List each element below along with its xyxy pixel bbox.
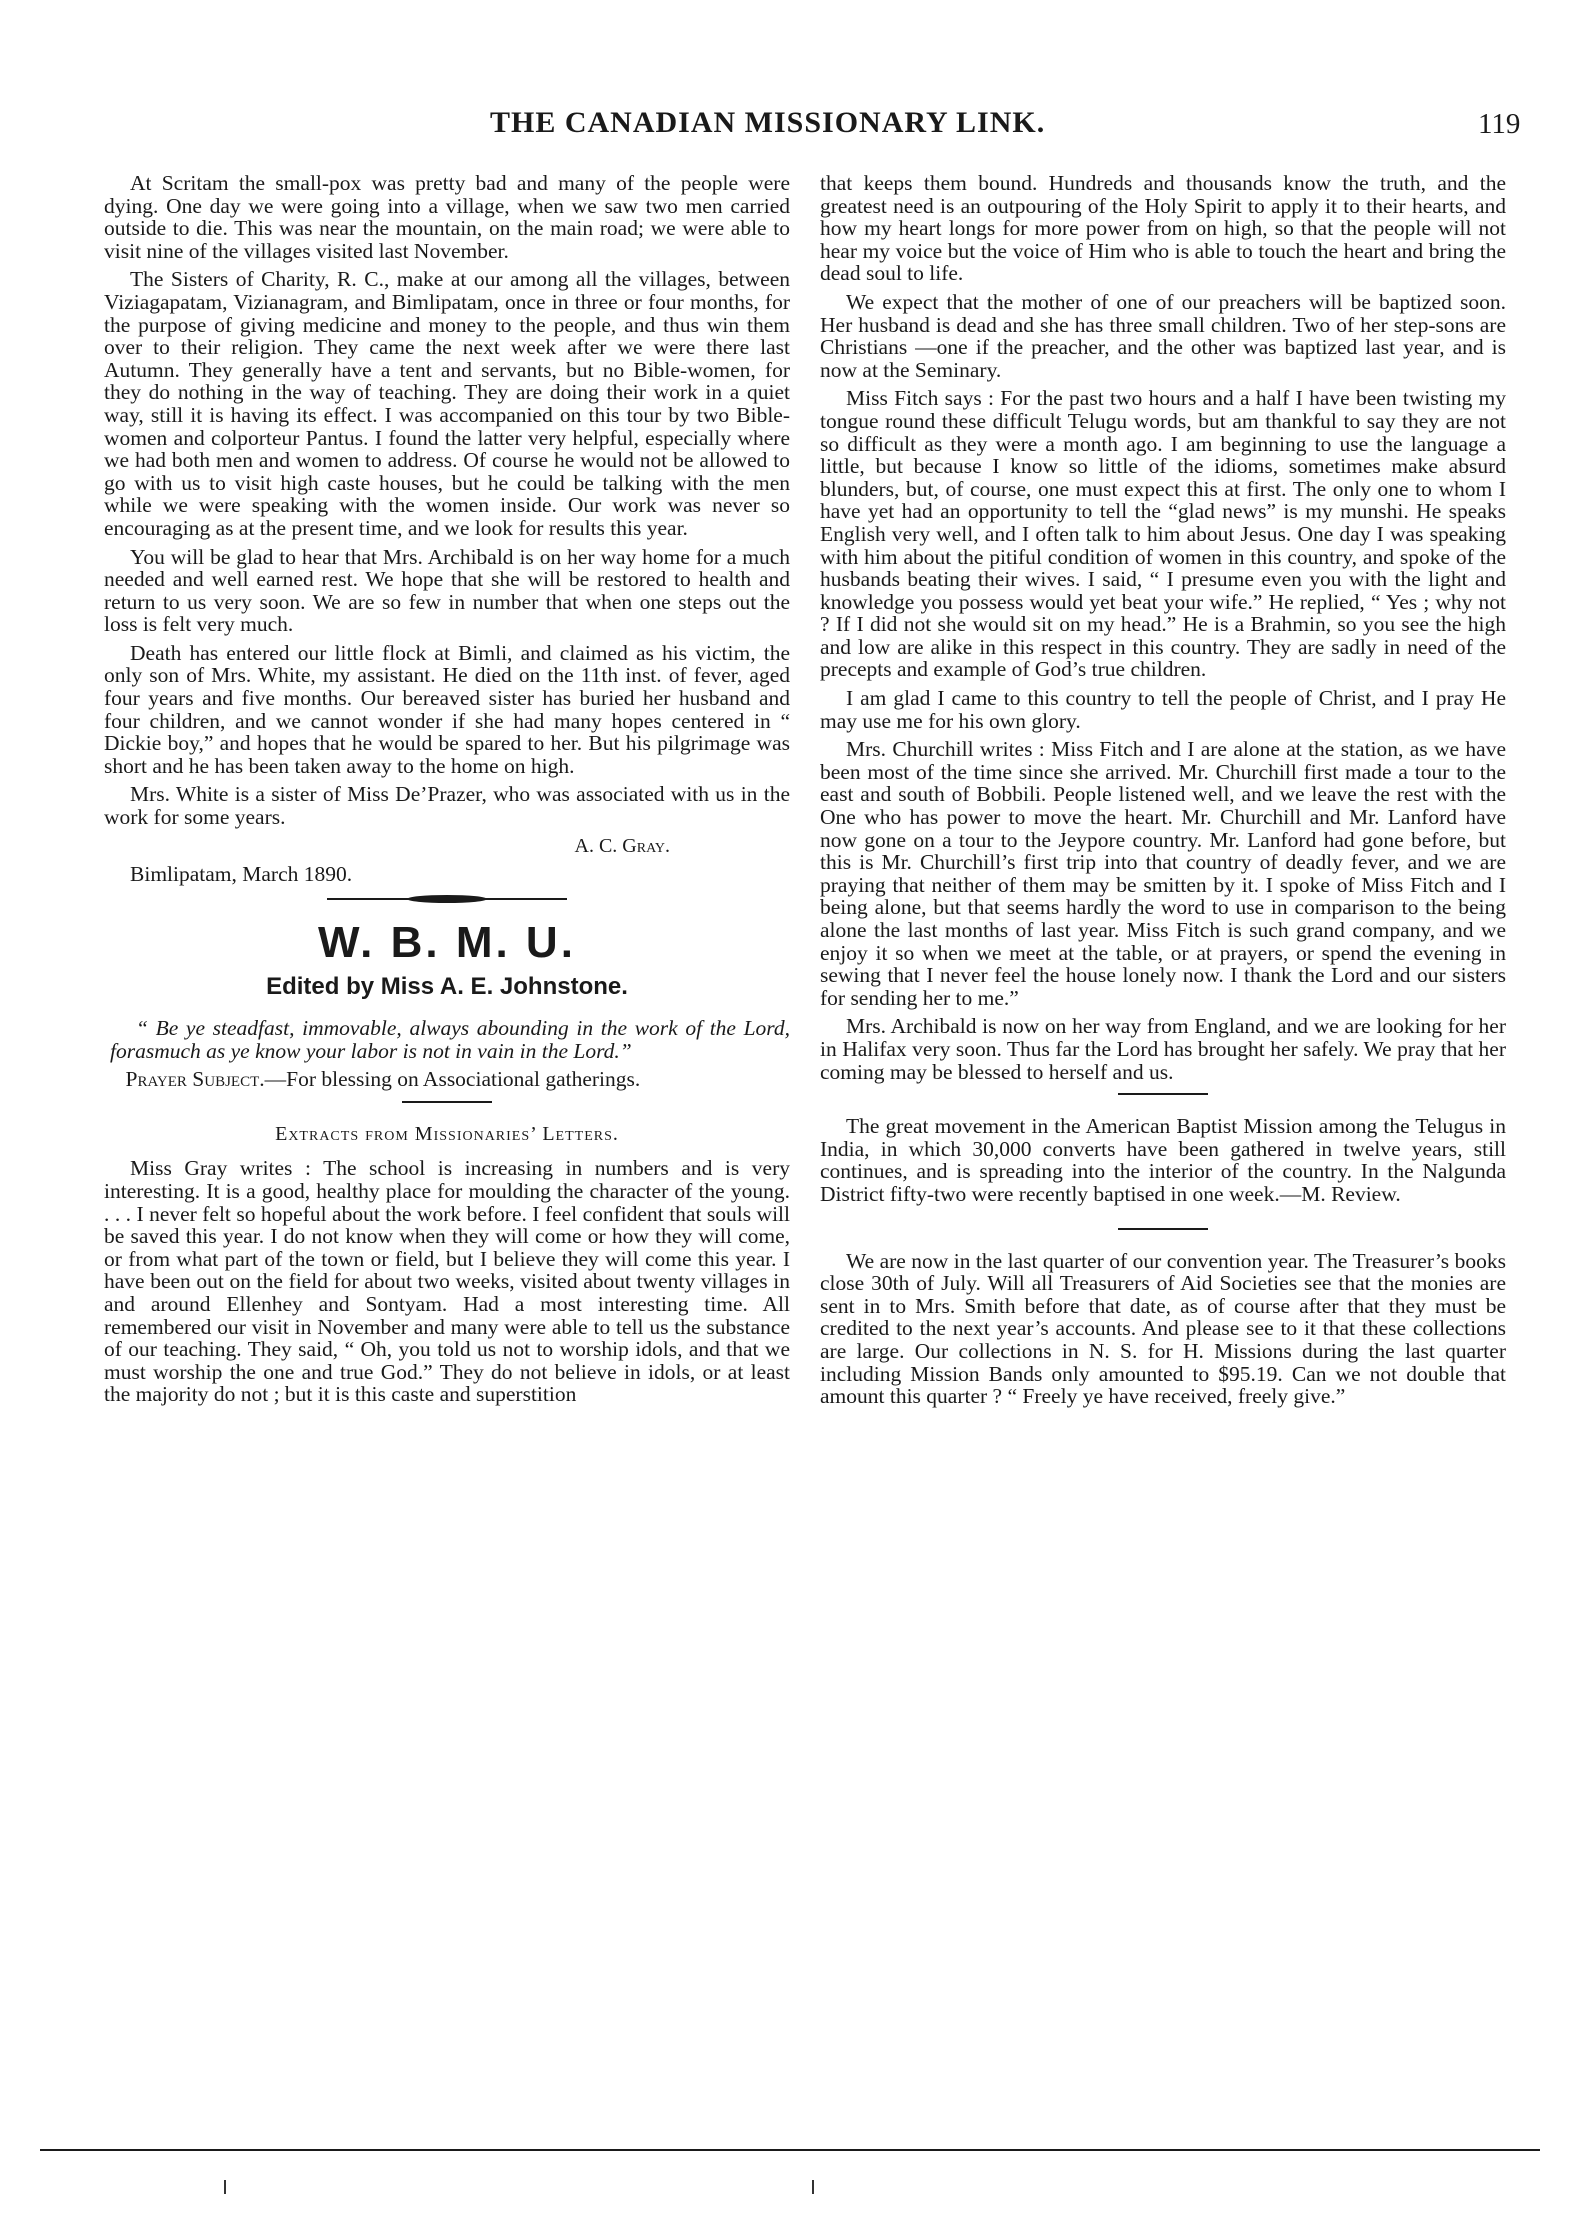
paragraph: We expect that the mother of one of our preachers will be baptized soon. Her husband is dead and she has three small children. Two of her step-sons are Christians —one if the preacher, and the other was baptized last year, and is now at the Seminary. [820,289,1506,382]
paragraph: You will be glad to hear that Mrs. Archibald is on her way home for a much needed and well earned rest. We hope that she will be restored to health and return to us very soon. We are so few in number that when one steps out the loss is felt very much. [104,544,790,637]
left-column [104,172,790,1412]
paragraph: Miss Fitch says : For the past two hours and a half I have been twisting my tongue round these difficult Telugu words, but am thankful to say they are not so difficult as they were a month ago. I am beginning to use the language a little, but because I know so little of the idioms, sometimes make absurd blunders, but, of course, one must expect this at first. The only one to whom I have yet had an opportunity to tell the “glad news” is my munshi. He speaks English very well, and I often talk to him about Jesus. One day I was speaking with him about the pitiful condition of women in this country, and spoke of the husbands beating their wives. I said, “ I presume even you with the light and knowledge you possess would yet beat your wife.” He replied, “ Yes ; why not ? If I did not she would sit on my head.” He is a Brahmin, so you see the high and low are alike in this respect in this country. They are sadly in need of the precepts and example of God’s true children. [820,386,1506,682]
ornamental-divider [327,894,567,904]
prayer-text: —For blessing on Associational gatherings. [264,1067,641,1092]
margin-mark [224,2180,226,2194]
extracts-heading: Extracts from Missionaries’ Letters. [275,1122,619,1145]
place-date: Bimlipatam, March 1890. [130,862,353,887]
editor-line: Edited by Miss A. E. Johnstone. [266,973,628,1001]
motto: “ Be ye steadfast, immovable, always abounding in the work of the Lord, forasmuch as ye know your labor is not in vain in the Lord.” [110,1016,790,1063]
divider [1118,1093,1208,1095]
page-header [0,106,1580,146]
paragraph: Mrs. Churchill writes : Miss Fitch and I are alone at the station, as we have been most of the time since she arrived. Mr. Churchill first made a tour to the east and south of Bobbili. People listened well, and we leave the rest with the One who has power to move the heart. Mr. Churchill and Mr. Lanford have now gone on a tour to the Jeypore country. Mr. Lanford had gone before, but this is Mr. Churchill’s first trip into that country of deadly fever, and we are praying that neither of them may be smitten by it. I spoke of Miss Fitch and I being alone, but that seems hardly the word to use in comparison to the being alone the last months of last year. Miss Fitch is such grand company, and we enjoy it so when we meet at the table, or at prayers, or spend the evening in sewing that I never feel the house lonely now. I thank the Lord and our sisters for sending her to me.” [820,737,1506,1010]
paragraph: Mrs. Archibald is now on her way from England, and we are looking for her in Halifax very soon. Thus far the Lord has brought her safely. We pray that her coming may be blessed to herself and us. [820,1014,1506,1084]
section-title: W. B. M. U. [318,917,576,967]
bottom-rule [40,2149,1540,2151]
paragraph: I am glad I came to this country to tell the people of Christ, and I pray He may use me for his own glory. [820,686,1506,733]
paragraph: Mrs. White is a sister of Miss De’Prazer, who was associated with us in the work for some years. [104,782,790,830]
divider [402,1101,492,1103]
paragraph: The Sisters of Charity, R. C., make at our among all the villages, between Viziagapatam, Vizianagram, and Bimlipatam, once in three or four months, for the purpose of giving medicine and money to the people, and thus win them over to their religion. They came the next week after we were there last Autumn. They generally have a tent and servants, but no Bible-women, for they do nothing in the way of teaching. They are doing their work in a quiet way, still it is having its effect. I was accompanied on this tour by two Bible-women and colporteur Pantus. I found the latter very helpful, especially where we had both men and women to address. Of course he would not be allowed to go with us to visit high caste houses, but he could be talking with the men while we were speaking with the women inside. Our work was never so encouraging as at the present time, and we look for results this year. [104,267,790,540]
prayer-label: Prayer Subject. [125,1067,265,1092]
prayer-subject [104,1068,790,1091]
paragraph: At Scritam the small-pox was pretty bad and many of the people were dying. One day we were going into a village, when we saw two men carried outside to die. This was near the mountain, on the main road; we were able to visit nine of the villages visited last November. [104,171,790,263]
journal-title: THE CANADIAN MISSIONARY LINK. [490,106,1046,139]
divider [1118,1228,1208,1230]
signature: A. C. Gray. [574,834,670,857]
margin-mark [812,2180,814,2194]
paragraph: We are now in the last quarter of our convention year. The Treasurer’s books close 30th of July. Will all Treasurers of Aid Societies see that the monies are sent in to Mrs. Smith before that date, as of course after that they must be credited to the next year’s accounts. And please see to it that these collections are large. Our collections in N. S. for H. Missions during the last quarter including Mission Bands only amounted to $95.19. Can we not double that amount this quarter ? “ Freely ye have received, freely give.” [820,1248,1506,1409]
page-number: 119 [1478,108,1521,140]
paragraph: The great movement in the American Baptist Mission among the Telugus in India, in which 30,000 converts have been gathered in twelve years, still continues, and is spreading into the interior of the country. In the Nalgunda District fifty-two were recently baptised in one week.—M. Review. [820,1114,1506,1206]
paragraph: Death has entered our little flock at Bimli, and claimed as his victim, the only son of Mrs. White, my assistant. He died on the 11th inst. of fever, aged four years and five months. Our bereaved sister has buried her husband and four children, and we cannot wonder if she had many hopes centered in “ Dickie boy,” and hopes that he would be spared to her. But his pilgrimage was short and he has been taken away to the home on high. [104,640,790,778]
right-column [820,172,1506,1414]
paragraph: Miss Gray writes : The school is increasing in numbers and is very interesting. It is a good, healthy place for moulding the character of the young. . . . I never felt so hopeful about the work before. I feel confident that souls will be saved this year. I do not know when they will come or how they will come, or from what part of the town or field, but I believe they will come this year. I have been out on the field for about two weeks, visited about twenty villages in and around Ellenhey and Sontyam. Had a most interesting time. All remembered our visit in November and many were able to tell us the substance of our teaching. They said, “ Oh, you told us not to worship idols, and that we must worship the one and true God.” They do not believe in idols, or at least the majority do not ; but it is this caste and superstition [104,1156,790,1407]
paragraph: that keeps them bound. Hundreds and thousands know the truth, and the greatest need is an outpouring of the Holy Spirit to apply it to their hearts, and how my heart longs for more power from on high, so that the people will not hear my voice but the voice of Him who is able to touch the heart and bring the dead soul to life. [820,171,1506,286]
